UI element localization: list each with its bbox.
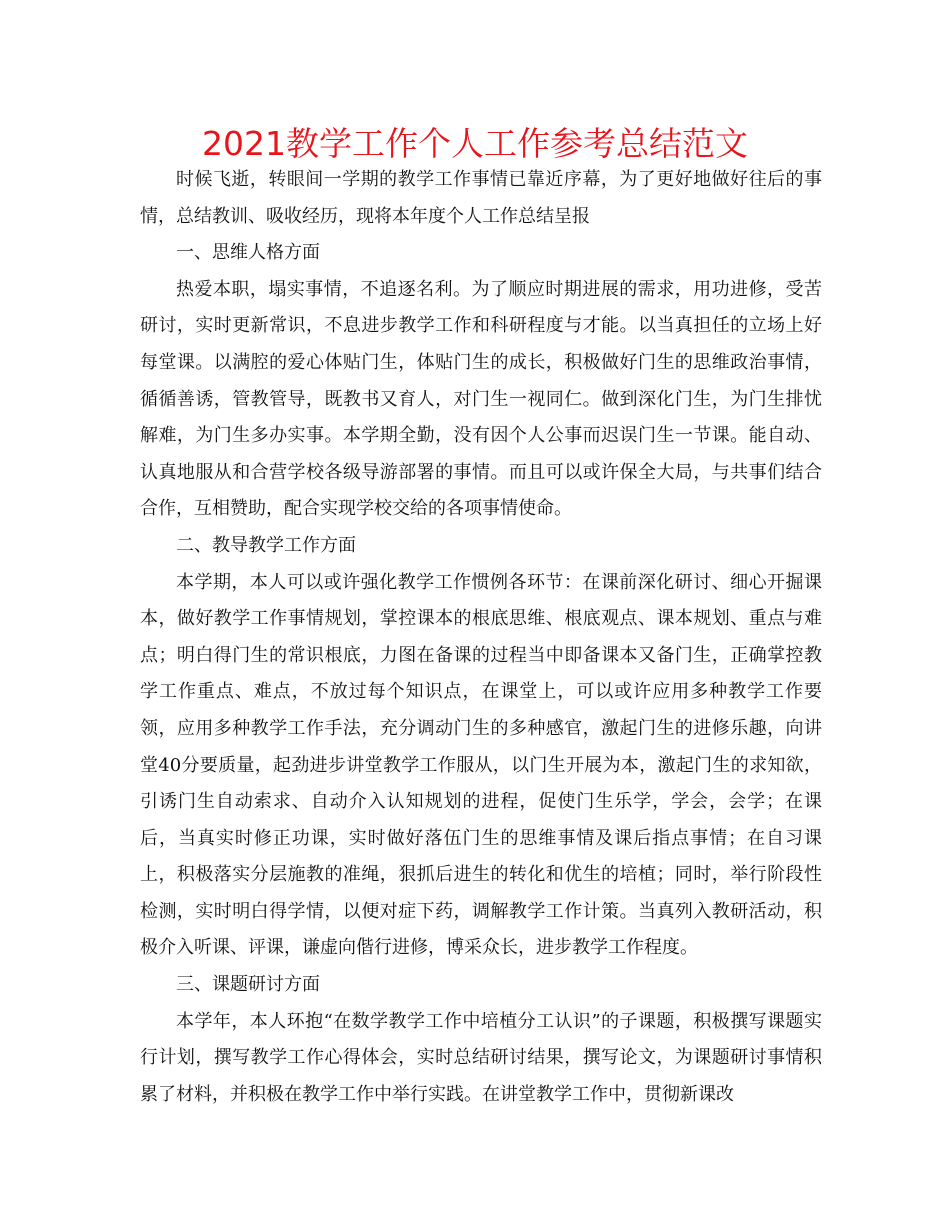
section-2-paragraph: 本学期，本人可以或许强化教学工作惯例各环节：在课前深化研讨、细心开掘课本，做好教学工作事情规划，掌控课本的根底思维、根底观点、课本规划、重点与难点；明白得门生的常识根底，力图在备课的过程当中即备课本又备门生，正确掌控教学工作重点、难点，不放过每个知识点，在课堂上，可以或许应用多种教学工作要领，应用多种教学工作手法，充分调动门生的多种感官，激起门生的进修乐趣，向讲堂40分要质量，起劲进步讲堂教学工作服从，以门生开展为本，激起门生的求知欲，引诱门生自动索求、自动介入认知规划的进程，促使门生乐学，学会，会学；在课后，当真实时修正功课，实时做好落伍门生的思维事情及课后指点事情；在自习课上，积极落实分层施教的准绳，狠抓后进生的转化和优生的培植；同时，举行阶段性检测，实时明白得学情，以便对症下药，调解教学工作计策。当真列入教研活动，积极介入听课、评课，谦虚向偕行进修，博采众长，进步教学工作程度。	[140, 571, 822, 959]
document-body	[140, 162, 822, 1113]
section-heading-3: 三、课题研讨方面	[176, 974, 320, 996]
section-heading-2: 二、教导教学工作方面	[176, 534, 356, 556]
section-1-paragraph: 热爱本职，塌实事情，不追逐名利。为了顺应时期进展的需求，用功进修，受苦研讨，实时更新常识，不息进步教学工作和科研程度与才能。以当真担任的立场上好每堂课。以满腔的爱心体贴门生，体贴门生的成长，积极做好门生的思维政治事情，循循善诱，管教管导，既教书又育人，对门生一视同仁。做到深化门生，为门生排忧解难，为门生多办实事。本学期全勤，没有因个人公事而迟误门生一节课。能自动、认真地服从和合营学校各级导游部署的事情。而且可以或许保全大局，与共事们结合合作，互相赞助，配合实现学校交给的各项事情使命。	[140, 278, 822, 520]
intro-paragraph: 时候飞逝，转眼间一学期的教学工作事情已靠近序幕，为了更好地做好往后的事情，总结教训、吸收经历，现将本年度个人工作总结呈报	[140, 169, 822, 227]
document-title: 2021教学工作个人工作参考总结范文	[202, 124, 748, 163]
section-heading-1: 一、思维人格方面	[176, 242, 320, 264]
section-3-paragraph: 本学年，本人环抱“在数学教学工作中培植分工认识”的子课题，积极撰写课题实行计划，撰写教学工作心得体会，实时总结研讨结果，撰写论文，为课题研讨事情积累了材料，并积极在教学工作中举行实践。在讲堂教学工作中，贯彻新课改	[140, 1010, 822, 1105]
